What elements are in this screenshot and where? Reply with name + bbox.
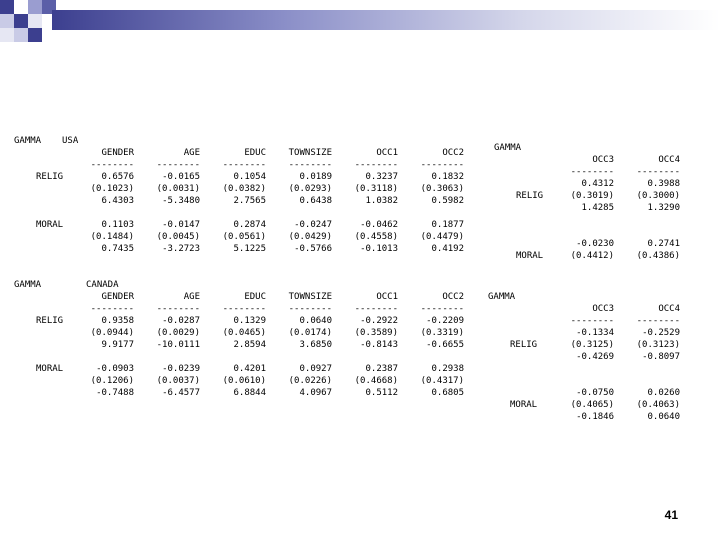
dash-separator: -------- xyxy=(354,304,398,314)
table-cell: 9.9177 xyxy=(101,340,134,350)
table-row xyxy=(14,195,474,207)
table-row xyxy=(14,375,474,387)
table-cell: 0.7435 xyxy=(101,244,134,254)
table-cell: -0.0287 xyxy=(162,316,200,326)
table-cell: (0.4065) xyxy=(570,400,614,410)
table-cell: (0.1023) xyxy=(90,184,134,194)
table-cell: -0.1846 xyxy=(576,412,614,422)
table-cell: (0.0293) xyxy=(288,184,332,194)
table-cell: -0.1334 xyxy=(576,328,614,338)
usa-occ-gamma-table xyxy=(494,142,686,262)
table-cell: (0.3019) xyxy=(570,191,614,201)
table-cell: 0.4201 xyxy=(233,364,266,374)
dash-separator: -------- xyxy=(420,160,464,170)
table-cell: 0.2741 xyxy=(647,239,680,249)
table-cell: 0.5982 xyxy=(431,196,464,206)
table-cell: -0.7488 xyxy=(96,388,134,398)
table-cell: -0.8143 xyxy=(360,340,398,350)
column-header-row xyxy=(488,303,686,315)
spacer-row xyxy=(488,363,686,375)
table-row xyxy=(14,339,474,351)
table-cell: -0.0247 xyxy=(294,220,332,230)
decorative-squares xyxy=(0,0,60,60)
table-row xyxy=(494,190,686,202)
gamma-label: GAMMA xyxy=(494,143,522,153)
table-row xyxy=(14,219,474,231)
table-cell: 0.0640 xyxy=(299,316,332,326)
table-cell: (0.4668) xyxy=(354,376,398,386)
column-header: OCC1 xyxy=(376,292,398,302)
table-cell: 0.3988 xyxy=(647,179,680,189)
table-cell: 0.0189 xyxy=(299,172,332,182)
table-cell: 2.8594 xyxy=(233,340,266,350)
column-header: GENDER xyxy=(101,292,134,302)
table-cell: 2.7565 xyxy=(233,196,266,206)
column-header: OCC2 xyxy=(442,292,464,302)
row-label: MORAL xyxy=(510,400,538,410)
column-header: OCC3 xyxy=(592,304,614,314)
table-cell: (0.0429) xyxy=(288,232,332,242)
table-cell: 1.4285 xyxy=(581,203,614,213)
table-cell: (0.4063) xyxy=(636,400,680,410)
table-cell: 6.8844 xyxy=(233,388,266,398)
table-cell: (0.0561) xyxy=(222,232,266,242)
table-cell: (0.3589) xyxy=(354,328,398,338)
table-cell: (0.0037) xyxy=(156,376,200,386)
table-cell: -0.2922 xyxy=(360,316,398,326)
table-cell: (0.0029) xyxy=(156,328,200,338)
table-cell: 4.0967 xyxy=(299,388,332,398)
dash-separator: -------- xyxy=(420,304,464,314)
dash-separator: -------- xyxy=(288,160,332,170)
table-row xyxy=(488,411,686,423)
row-label: RELIG xyxy=(36,316,64,326)
dash-row xyxy=(14,159,474,171)
table-row xyxy=(14,231,474,243)
column-header: OCC4 xyxy=(658,155,680,165)
table-cell: (0.4317) xyxy=(420,376,464,386)
table-cell: 0.1832 xyxy=(431,172,464,182)
table-cell: -0.0750 xyxy=(576,388,614,398)
table-cell: 0.6438 xyxy=(299,196,332,206)
table-row xyxy=(14,387,474,399)
table-cell: (0.3123) xyxy=(636,340,680,350)
table-cell: 0.1103 xyxy=(101,220,134,230)
column-header-row xyxy=(14,147,474,159)
canada-gamma-table xyxy=(14,279,474,399)
table-row xyxy=(488,399,686,411)
title-bar-decoration xyxy=(52,10,720,30)
table-cell: (0.3125) xyxy=(570,340,614,350)
table-cell: (0.1484) xyxy=(90,232,134,242)
column-header: AGE xyxy=(183,292,200,302)
table-cell: 0.4312 xyxy=(581,179,614,189)
table-row xyxy=(488,339,686,351)
table-cell: -0.0147 xyxy=(162,220,200,230)
dash-separator: -------- xyxy=(156,304,200,314)
table-cell: -0.6655 xyxy=(426,340,464,350)
table-cell: -0.2209 xyxy=(426,316,464,326)
table-row xyxy=(494,202,686,214)
row-label: MORAL xyxy=(516,251,544,261)
column-header: EDUC xyxy=(244,292,266,302)
dash-separator: -------- xyxy=(636,316,680,326)
column-header: OCC2 xyxy=(442,148,464,158)
table-cell: (0.0382) xyxy=(222,184,266,194)
table-row xyxy=(494,178,686,190)
row-label: MORAL xyxy=(36,364,64,374)
table-cell: -0.1013 xyxy=(360,244,398,254)
table-cell: -0.0165 xyxy=(162,172,200,182)
table-cell: (0.3000) xyxy=(636,191,680,201)
table-cell: 0.6576 xyxy=(101,172,134,182)
table-cell: -0.0462 xyxy=(360,220,398,230)
country-label: CANADA xyxy=(86,280,119,290)
table-row xyxy=(494,238,686,250)
table-cell: -0.2529 xyxy=(642,328,680,338)
dash-separator: -------- xyxy=(354,160,398,170)
table-row xyxy=(488,351,686,363)
table-cell: -0.0230 xyxy=(576,239,614,249)
page-number: 41 xyxy=(664,508,678,522)
spacer-row xyxy=(494,226,686,238)
table-cell: 0.1329 xyxy=(233,316,266,326)
table-row xyxy=(14,171,474,183)
dash-separator: -------- xyxy=(288,304,332,314)
table-cell: (0.0610) xyxy=(222,376,266,386)
dash-separator: -------- xyxy=(570,316,614,326)
table-cell: (0.3118) xyxy=(354,184,398,194)
table-cell: -0.0903 xyxy=(96,364,134,374)
spacer-row xyxy=(494,214,686,226)
dash-separator: -------- xyxy=(636,167,680,177)
table-cell: (0.1206) xyxy=(90,376,134,386)
row-label: RELIG xyxy=(510,340,538,350)
table-cell: (0.0174) xyxy=(288,328,332,338)
table-cell: 0.2938 xyxy=(431,364,464,374)
table-row xyxy=(14,363,474,375)
table-cell: 0.0260 xyxy=(647,388,680,398)
table-cell: 5.1225 xyxy=(233,244,266,254)
table-cell: (0.0031) xyxy=(156,184,200,194)
column-header-row xyxy=(494,154,686,166)
table-cell: (0.4386) xyxy=(636,251,680,261)
canada-occ-gamma-table xyxy=(488,291,686,423)
table-cell: 0.1054 xyxy=(233,172,266,182)
spacer-row xyxy=(14,351,474,363)
gamma-label: GAMMA xyxy=(14,136,42,146)
dash-row xyxy=(488,315,686,327)
row-label: RELIG xyxy=(516,191,544,201)
table-cell: (0.4412) xyxy=(570,251,614,261)
table-cell: 0.4192 xyxy=(431,244,464,254)
table-cell: -0.0239 xyxy=(162,364,200,374)
row-label: MORAL xyxy=(36,220,64,230)
table-row xyxy=(14,183,474,195)
dash-separator: -------- xyxy=(222,304,266,314)
table-cell: (0.4479) xyxy=(420,232,464,242)
table-cell: 0.9358 xyxy=(101,316,134,326)
dash-separator: -------- xyxy=(90,160,134,170)
table-row xyxy=(14,315,474,327)
table-cell: -0.5766 xyxy=(294,244,332,254)
table-cell: (0.3063) xyxy=(420,184,464,194)
table-cell: 0.6805 xyxy=(431,388,464,398)
column-header: OCC4 xyxy=(658,304,680,314)
table-cell: 6.4303 xyxy=(101,196,134,206)
table-cell: (0.0944) xyxy=(90,328,134,338)
dash-separator: -------- xyxy=(222,160,266,170)
table-row xyxy=(14,327,474,339)
table-cell: (0.0226) xyxy=(288,376,332,386)
gamma-label: GAMMA xyxy=(488,292,516,302)
header-row xyxy=(488,291,686,303)
table-cell: -0.4269 xyxy=(576,352,614,362)
column-header-row xyxy=(14,291,474,303)
table-cell: (0.0465) xyxy=(222,328,266,338)
dash-row xyxy=(494,166,686,178)
table-cell: 0.5112 xyxy=(365,388,398,398)
table-cell: 3.6850 xyxy=(299,340,332,350)
table-cell: 0.2387 xyxy=(365,364,398,374)
table-cell: 1.0382 xyxy=(365,196,398,206)
column-header: GENDER xyxy=(101,148,134,158)
table-cell: -5.3480 xyxy=(162,196,200,206)
table-cell: 0.0640 xyxy=(647,412,680,422)
table-cell: -0.8097 xyxy=(642,352,680,362)
dash-separator: -------- xyxy=(156,160,200,170)
usa-gamma-table xyxy=(14,135,474,255)
row-label: RELIG xyxy=(36,172,64,182)
column-header: AGE xyxy=(183,148,200,158)
table-cell: (0.3319) xyxy=(420,328,464,338)
dash-row xyxy=(14,303,474,315)
header-row xyxy=(14,279,474,291)
column-header: OCC3 xyxy=(592,155,614,165)
column-header: TOWNSIZE xyxy=(288,292,332,302)
table-cell: 0.0927 xyxy=(299,364,332,374)
dash-separator: -------- xyxy=(90,304,134,314)
table-row xyxy=(14,243,474,255)
table-cell: (0.0045) xyxy=(156,232,200,242)
table-cell: -10.0111 xyxy=(156,340,200,350)
country-label: USA xyxy=(62,136,79,146)
column-header: EDUC xyxy=(244,148,266,158)
table-row xyxy=(488,327,686,339)
table-cell: -3.2723 xyxy=(162,244,200,254)
column-header: TOWNSIZE xyxy=(288,148,332,158)
header-row xyxy=(494,142,686,154)
column-header: OCC1 xyxy=(376,148,398,158)
table-cell: -6.4577 xyxy=(162,388,200,398)
table-cell: 0.1877 xyxy=(431,220,464,230)
spacer-row xyxy=(488,375,686,387)
spacer-row xyxy=(14,207,474,219)
header-row xyxy=(14,135,474,147)
table-row xyxy=(494,250,686,262)
table-cell: 0.2874 xyxy=(233,220,266,230)
table-row xyxy=(488,387,686,399)
table-cell: 1.3290 xyxy=(647,203,680,213)
dash-separator: -------- xyxy=(570,167,614,177)
table-cell: (0.4558) xyxy=(354,232,398,242)
gamma-label: GAMMA xyxy=(14,280,42,290)
table-cell: 0.3237 xyxy=(365,172,398,182)
